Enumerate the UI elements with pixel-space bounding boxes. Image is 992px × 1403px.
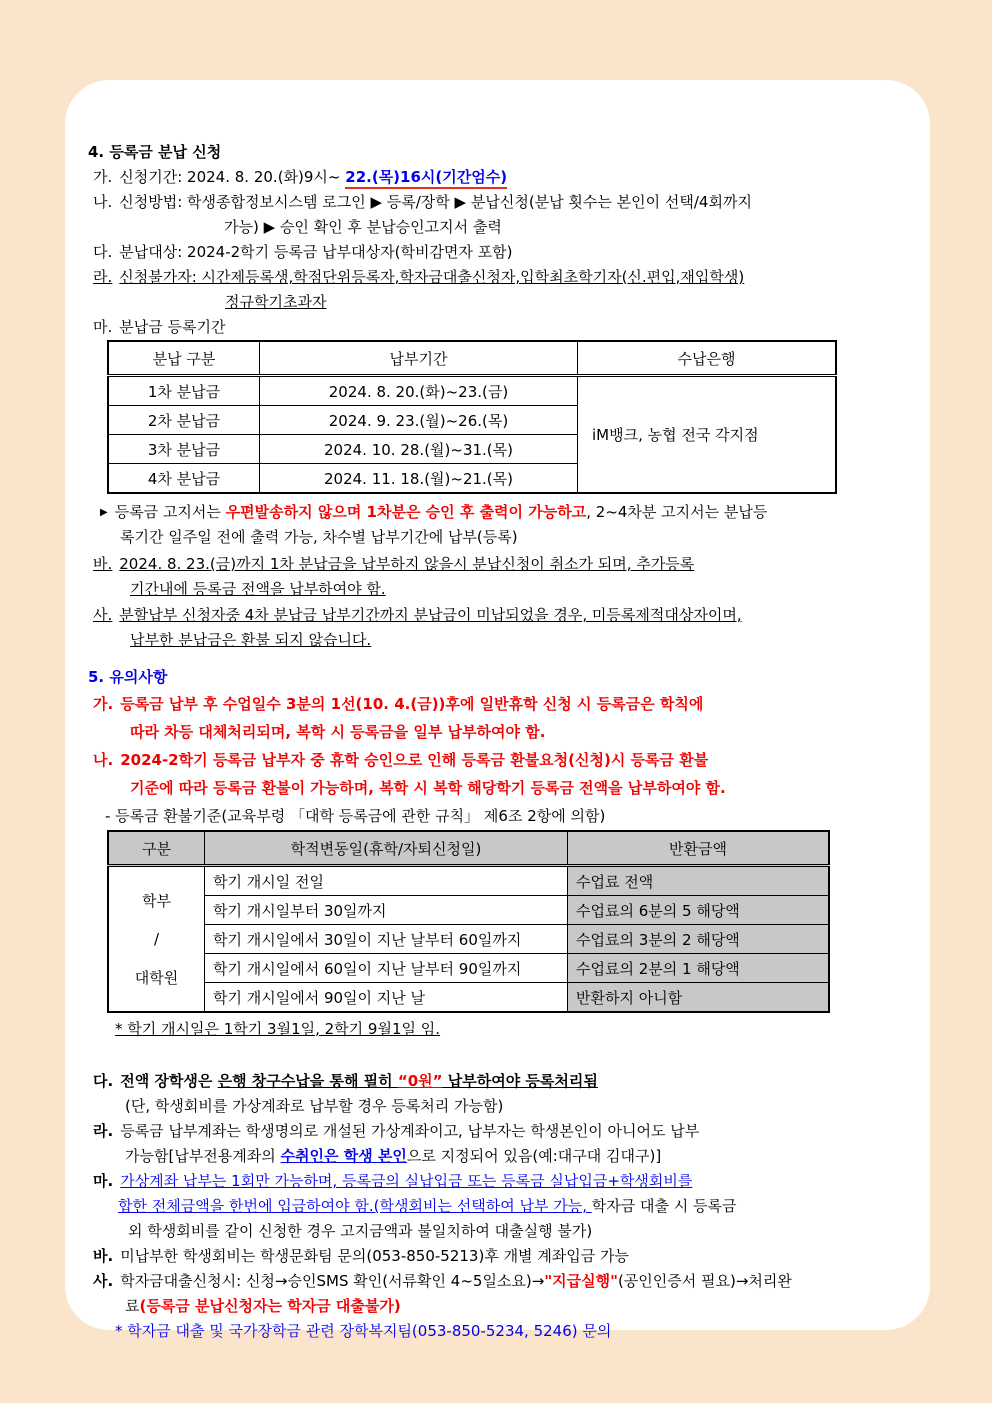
period-cell: 2024. 11. 18.(월)~21.(목) (260, 464, 578, 494)
refund-cell: 수업료의 2분의 1 해당액 (568, 954, 830, 983)
col-header-round: 분납 구분 (108, 341, 260, 376)
document-content (65, 80, 930, 1344)
s4-item-sa-line1 (93, 603, 908, 628)
item-label: 다. (93, 1072, 114, 1090)
bullet-text-pre: 등록금 고지서는 (114, 503, 226, 521)
s4-ma-text: 분납금 등록기간 (119, 318, 226, 336)
item-label: 라. (93, 268, 113, 286)
s4-item-na-line1 (93, 190, 908, 215)
table-row (108, 954, 829, 983)
s5-item-ra-line1 (93, 1119, 908, 1144)
round-cell: 4차 분납금 (108, 464, 260, 494)
semester-note-text: * 학기 개시일은 1학기 3월1일, 2학기 9월1일 임. (115, 1020, 441, 1038)
table-row (108, 376, 836, 406)
s5-item-ma-line2 (118, 1194, 908, 1219)
s4-sa-text2: 납부한 분납금은 환불 되지 않습니다. (130, 631, 372, 649)
refund-table (107, 830, 830, 1013)
s4-item-ra-line2 (225, 290, 908, 315)
period-cell: 학기 개시일 전일 (205, 866, 568, 896)
item-label: 가. (93, 168, 113, 186)
item-label: 바. (93, 555, 113, 573)
s5-da-bold-pre: 전액 장학생은 (120, 1072, 218, 1090)
s5-item-na-line2 (130, 774, 908, 802)
s4-item-ra-line1 (93, 265, 908, 290)
group-cell-lines (110, 880, 203, 998)
s5-item-ra-line2 (125, 1144, 908, 1169)
s5-refund-note: - 등록금 환불기준(교육부령 「대학 등록금에 관한 규칙」 제6조 2항에 의함) (105, 807, 606, 825)
section4-title: 4. 등록금 분납 신청 (88, 143, 222, 161)
refund-cell: 수업료의 6분의 5 해당액 (568, 896, 830, 925)
s4-bullet-line2 (120, 525, 908, 550)
col-header-bank: 수납은행 (578, 341, 837, 376)
col-header-refund: 반환금액 (568, 831, 830, 866)
refund-cell: 반환하지 아니함 (568, 983, 830, 1013)
table-row (108, 983, 829, 1013)
s5-ma-text2-post: 학자금 대출 시 등록금 (591, 1197, 737, 1215)
zero-won-emphasis: “0원” (397, 1072, 443, 1090)
s5-na-text1: 2024-2학기 등록금 납부자 중 휴학 승인으로 인해 등록금 환불요청(신청)시 등록금 환불 (120, 751, 709, 769)
refund-cell: 수업료의 3분의 2 해당액 (568, 925, 830, 954)
round-cell: 1차 분납금 (108, 376, 260, 406)
s5-sa-mid: (공인인증서 필요)→처리완 (617, 1272, 792, 1290)
table-row (108, 925, 829, 954)
s5-ma-blue1: 가상계좌 납부는 1회만 가능하며, 등록금의 실납입금 또는 등록금 실납입금+학생회비를 (120, 1172, 693, 1190)
s5-ra-text2-pre: 가능함[납부전용계좌의 (125, 1147, 281, 1165)
s4-ra-text1: 신청불가자: 시간제등록생,학점단위등록자,학자금대출신청자,입학최초학기자(신.편입,재입학생) (119, 268, 745, 286)
item-label: 나. (93, 193, 113, 211)
period-cell: 학기 개시일에서 30일이 지난 날부터 60일까지 (205, 925, 568, 954)
s5-item-ga-line1 (93, 690, 908, 718)
group-line: / (153, 929, 160, 948)
s5-sa-pre: 학자금대출신청시: 신청→승인SMS 확인(서류확인 4~5일소요)→ (120, 1272, 545, 1290)
bullet-text-post: , 2~4차분 고지서는 분납등 (586, 503, 768, 521)
s4-da-text: 분납대상: 2024-2학기 등록금 납부대상자(학비감면자 포함) (119, 243, 513, 261)
s5-item-da-line1 (93, 1069, 908, 1094)
table-header-row (108, 341, 836, 376)
s5-item-sa-line1 (93, 1269, 908, 1294)
s5-da-underline1: 은행 창구수납을 통해 필히 (217, 1072, 398, 1090)
group-line: 대학원 (134, 969, 179, 988)
item-label: 마. (93, 1172, 114, 1190)
s4-na-text2: 가능) ▶ 승인 확인 후 분납승인고지서 출력 (224, 218, 502, 236)
period-cell: 2024. 10. 28.(월)~31.(목) (260, 435, 578, 464)
s5-item-sa-line2 (125, 1294, 908, 1319)
s5-ba-text: 미납부한 학생회비는 학생문화팀 문의(053-850-5213)후 개별 계좌입금 가능 (120, 1247, 630, 1265)
s5-item-ma-line1 (93, 1169, 908, 1194)
s5-da-underline2: 납부하여야 등록처리됨 (442, 1072, 598, 1090)
group-cell (108, 866, 205, 1013)
payout-emphasis: "지급실행" (544, 1272, 618, 1290)
s4-item-na-line2 (224, 215, 908, 240)
s5-semester-note (115, 1017, 908, 1042)
item-label: 나. (93, 751, 114, 769)
period-cell: 학기 개시일에서 60일이 지난 날부터 90일까지 (205, 954, 568, 983)
s5-item-ga-line2 (130, 718, 908, 746)
s5-sa-line2-pre: 료 (125, 1297, 140, 1315)
s5-ra-text2-post: 으로 지정되어 있음(예:대구대 김대구)] (406, 1147, 662, 1165)
item-label: 사. (93, 606, 113, 624)
s4-item-sa-line2 (130, 628, 908, 653)
deadline-emphasis: 22.(목)16시(기간엄수) (345, 168, 507, 189)
group-line: 학부 (142, 891, 171, 910)
refund-cell: 수업료 전액 (568, 866, 830, 896)
round-cell: 2차 분납금 (108, 406, 260, 435)
s5-na-text2: 기준에 따라 등록금 환불이 가능하며, 복학 시 복학 해당학기 등록금 전액을 납부하여야 함. (130, 779, 726, 797)
s5-item-ba (93, 1244, 908, 1269)
s4-bullet-line1 (100, 500, 908, 525)
period-cell: 학기 개시일부터 30일까지 (205, 896, 568, 925)
no-loan-emphasis: (등록금 분납신청자는 학자금 대출불가) (139, 1297, 401, 1315)
s4-ra-text2: 정규학기초과자 (225, 293, 327, 311)
s4-item-ba-line2 (130, 577, 908, 602)
table-row (108, 866, 829, 896)
bank-cell: iM뱅크, 농협 전국 각지점 (578, 376, 837, 494)
item-label: 마. (93, 318, 113, 336)
period-cell: 2024. 8. 20.(화)~23.(금) (260, 376, 578, 406)
s4-sa-text1: 분할납부 신청자중 4차 분납금 납부기간까지 분납금이 미납되었을 경우, 미등록제적대상자이며, (119, 606, 742, 624)
period-cell: 학기 개시일에서 90일이 지난 날 (205, 983, 568, 1013)
s5-da-text2: (단, 학생회비를 가상계좌로 납부할 경우 등록처리 가능함) (125, 1097, 504, 1115)
bullet-text-red: 우편발송하지 않으며 1차분은 승인 후 출력이 가능하고 (225, 503, 587, 521)
notice-document-card (65, 80, 930, 1340)
installment-schedule-table (107, 340, 837, 494)
s4-item-ba-line1 (93, 552, 908, 577)
s5-item-da-line2 (125, 1094, 908, 1119)
payee-emphasis: 수취인은 학생 본인 (280, 1147, 407, 1165)
s4-item-ma (93, 315, 908, 340)
s5-ra-text1: 등록금 납부계좌는 학생명의로 개설된 가상계좌이고, 납부자는 학생본인이 아니어도 납부 (120, 1122, 700, 1140)
s5-ga-text2: 따라 차등 대체처리되며, 복학 시 등록금을 일부 납부하여야 함. (130, 723, 546, 741)
s5-ma-text3: 외 학생회비를 같이 신청한 경우 고지금액과 불일치하여 대출실행 불가) (128, 1222, 593, 1240)
s5-item-ma-line3 (128, 1219, 908, 1244)
s4-item-da (93, 240, 908, 265)
col-header-period: 납부기간 (260, 341, 578, 376)
item-label: 다. (93, 243, 113, 261)
item-label: 라. (93, 1122, 114, 1140)
s5-ga-text1: 등록금 납부 후 수업일수 3분의 1선(10. 4.(금))후에 일반휴학 신청 시 등록금은 학칙에 (120, 695, 704, 713)
s5-item-na-line1 (93, 746, 908, 774)
bullet-text-line2: 록기간 일주일 전에 출력 가능, 차수별 납부기간에 납부(등록) (120, 528, 518, 546)
item-label: 바. (93, 1247, 114, 1265)
s4-item-ga (93, 165, 908, 190)
table-row (108, 896, 829, 925)
period-cell: 2024. 9. 23.(월)~26.(목) (260, 406, 578, 435)
item-label: 사. (93, 1272, 114, 1290)
s4-na-text1: 신청방법: 학생종합정보시스템 로그인 ▶ 등록/장학 ▶ 분납신청(분납 횟수는 본인이 선택/4회까지 (119, 193, 752, 211)
col-header-change-date: 학적변동일(휴학/자퇴신청일) (205, 831, 568, 866)
s4-ba-text2: 기간내에 등록금 전액을 납부하여야 함. (130, 580, 386, 598)
item-label: 가. (93, 695, 114, 713)
round-cell: 3차 분납금 (108, 435, 260, 464)
section5-title: 5. 유의사항 (88, 668, 168, 686)
s5-ma-blue2: 합한 전체금액을 한번에 입금하여야 함.(학생회비는 선택하여 납부 가능, (118, 1197, 592, 1215)
col-header-group: 구분 (108, 831, 205, 866)
s4-ba-text1: 2024. 8. 23.(금)까지 1차 분납금을 납부하지 않을시 분납신청이 취소가 되며, 추가등록 (119, 555, 695, 573)
triangle-bullet-icon: ▶ (100, 507, 108, 518)
table-header-row (108, 831, 829, 866)
s5-contact-note: * 학자금 대출 및 국가장학금 관련 장학복지팀(053-850-5234, 5246) 문의 (115, 1322, 612, 1340)
s4-ga-text: 신청기간: 2024. 8. 20.(화)9시~ (119, 168, 346, 186)
